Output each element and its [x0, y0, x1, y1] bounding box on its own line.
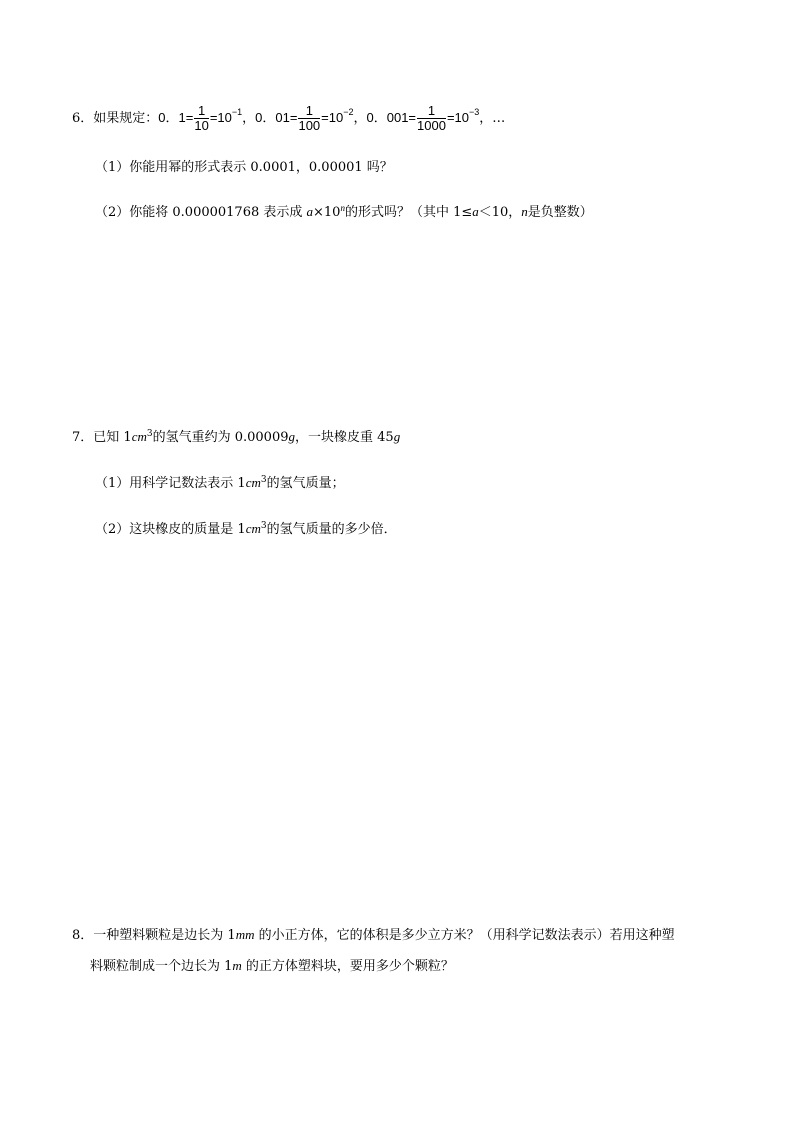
- q6-eq3-numerator: 1: [417, 104, 446, 119]
- q6-eq3-left: 0．001=: [366, 110, 417, 125]
- q6-tail: ，…: [479, 111, 506, 126]
- q7-part1-text-a: （1）用科学记数法表示 1: [95, 476, 246, 491]
- q6-part2: [95, 203, 593, 222]
- q7-part1-exponent: 3: [260, 475, 267, 485]
- q6-part1: （1）你能用幂的形式表示 0.0001，0.00001 吗？: [95, 160, 393, 175]
- q7-exponent: 3: [146, 429, 153, 439]
- q7-text-b: 的氢气重约为 0.00009: [152, 430, 289, 445]
- q8-line1: [72, 926, 675, 945]
- q6-prefix: 如果规定：: [93, 111, 159, 126]
- q6-eq1-denominator: 10: [194, 118, 209, 133]
- q7-unit-g2: g: [393, 429, 401, 444]
- q6-eq3-right: =10: [446, 110, 470, 125]
- q6-eq2-numerator: 1: [298, 104, 320, 119]
- q7-part1: [95, 474, 345, 493]
- q7-text-a: 已知 1: [93, 430, 132, 445]
- q6-eq1-right: =10: [209, 110, 232, 125]
- q6-number: 6．: [72, 111, 94, 126]
- q8-line2: [90, 957, 454, 976]
- q6-part2-times: ×10: [313, 205, 341, 220]
- q7-part2-text-a: （2）这块橡皮的质量是 1: [95, 522, 246, 537]
- q6-eq1-exponent: −1: [231, 107, 243, 117]
- q6-sep2: ，: [353, 111, 367, 126]
- q7-part1-text-b: 的氢气质量；: [266, 476, 345, 491]
- q7-statement: [72, 428, 400, 447]
- q6-eq2-denominator: 100: [298, 118, 321, 133]
- q6-eq1-numerator: 1: [194, 104, 208, 119]
- q6-eq3-fraction: [417, 104, 446, 133]
- q8-line1-text-a: 一种塑料颗粒是边长为 1: [93, 928, 236, 943]
- q7-part1-unit: cm: [245, 475, 261, 490]
- q6-part2-var-a2: a: [472, 204, 479, 219]
- q7-unit-cm: cm: [131, 429, 147, 444]
- q8-line1-unit: mm: [235, 927, 255, 942]
- q6-part2-text-b: 的形式吗？（其中 1≤: [344, 205, 473, 220]
- q6-part2-text-c: ＜10，: [478, 205, 522, 220]
- q8-line2-text-a: 料颗粒制成一个边长为 1: [90, 959, 233, 974]
- q6-part2-exponent: n: [340, 203, 345, 213]
- q6-part2-var-a: a: [306, 204, 314, 219]
- q8-line1-text-b: 的小正方体，它的体积是多少立方米？（用科学记数法表示）若用这种塑: [254, 928, 675, 943]
- q6-eq2-left: 0．01=: [255, 110, 298, 125]
- q7-part2: [95, 520, 397, 539]
- q8-line2-unit: m: [232, 958, 242, 973]
- q7-unit-g: g: [288, 429, 295, 444]
- q7-part2-unit: cm: [245, 521, 261, 536]
- q6-part2-var-n: n: [521, 204, 528, 219]
- q6-sep1: ，: [242, 111, 256, 126]
- q7-number: 7．: [72, 430, 94, 445]
- q6-eq1-left: 0．1=: [158, 110, 194, 125]
- q6-eq2-exponent: −2: [343, 107, 354, 117]
- q7-part2-exponent: 3: [260, 521, 267, 531]
- q6-eq1-fraction: [194, 104, 208, 133]
- q8-line2-text-b: 的正方体塑料块，要用多少个颗粒？: [241, 959, 454, 974]
- q6-statement: [72, 104, 505, 133]
- q6-part2-text-a: （2）你能将 0.000001768 表示成: [95, 205, 307, 220]
- q8-number: 8．: [72, 928, 94, 943]
- q6-eq2-right: =10: [321, 110, 344, 125]
- q7-part2-text-b: 的氢气质量的多少倍．: [266, 522, 397, 537]
- q6-eq3-exponent: −3: [469, 107, 480, 117]
- q6-part2-text-d: 是负整数）: [527, 205, 593, 220]
- q6-eq2-fraction: [298, 104, 320, 133]
- q7-text-c: ，一块橡皮重 45: [295, 430, 394, 445]
- q6-eq3-denominator: 1000: [417, 118, 446, 133]
